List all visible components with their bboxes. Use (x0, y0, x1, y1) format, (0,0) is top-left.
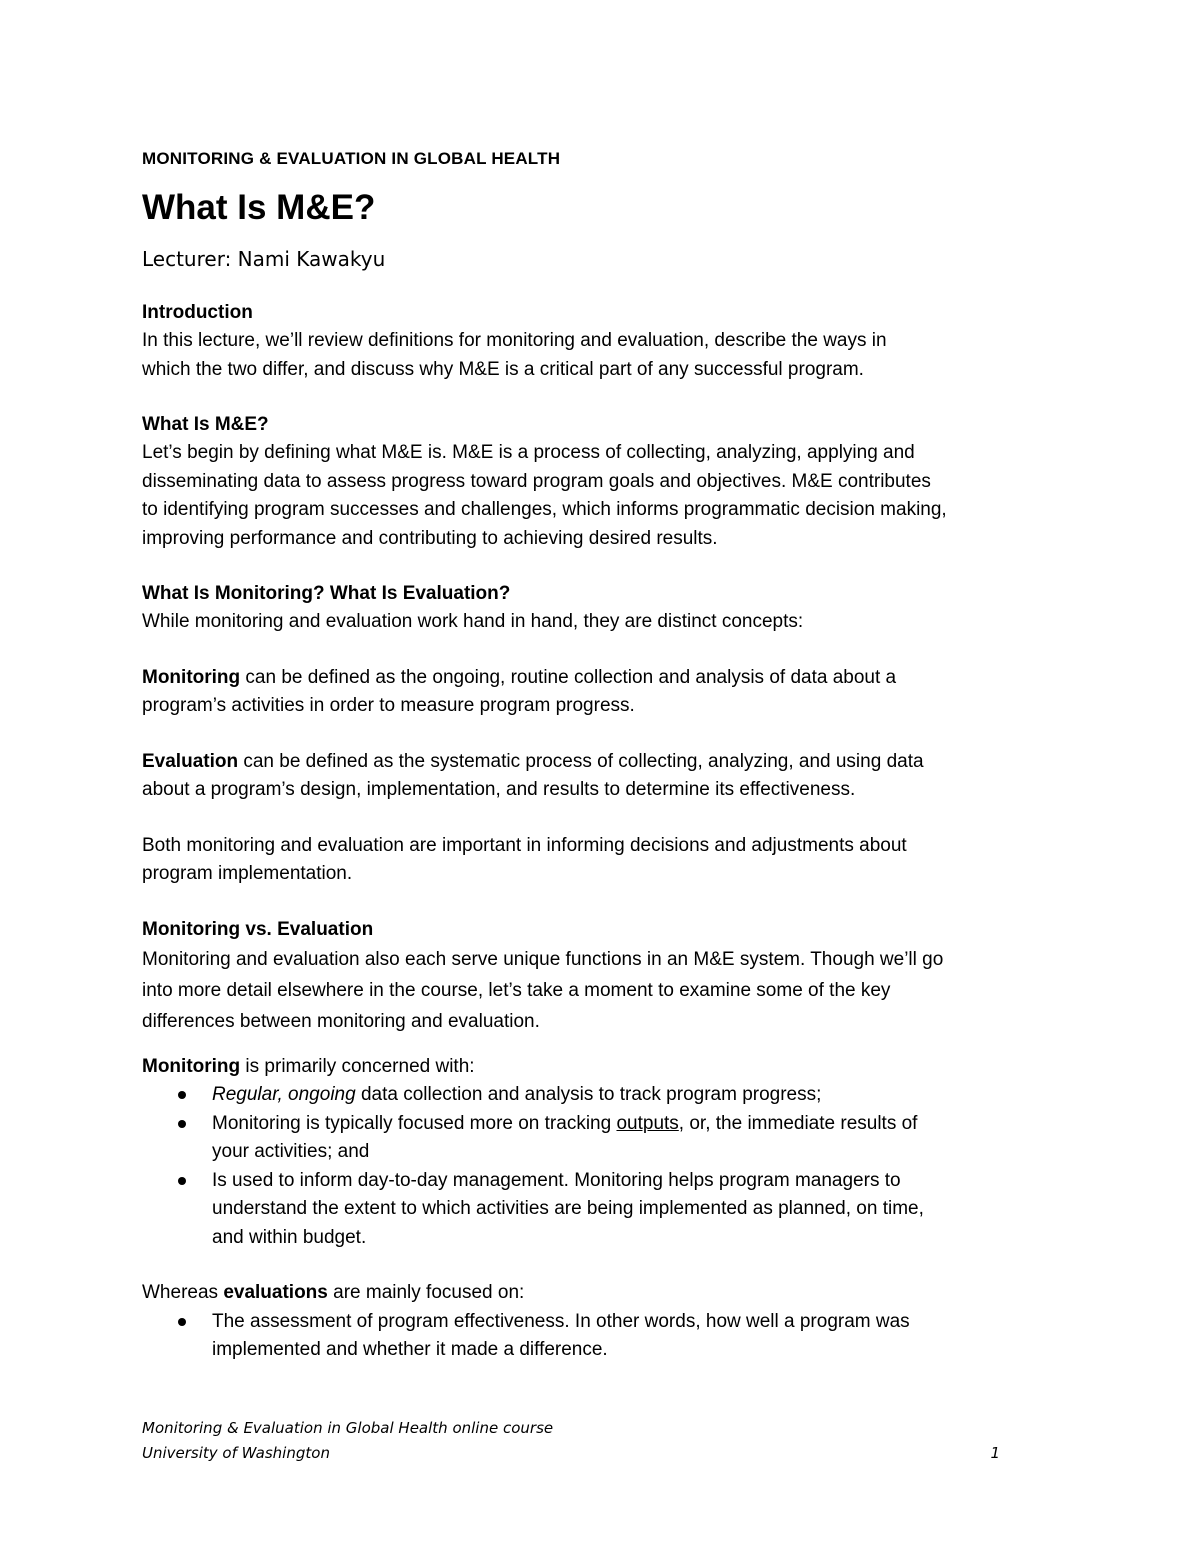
what-is-me-line: Let’s begin by defining what M&E is. M&E is a process of collecting, analyzing, applying and (142, 442, 915, 463)
intro-line: In this lecture, we’ll review definitions for monitoring and evaluation, describe the ways in (142, 330, 887, 351)
bullet-icon (178, 1120, 186, 1128)
bullet-icon (178, 1177, 186, 1185)
vs-line: into more detail elsewhere in the course, let’s take a moment to examine some of the key (142, 979, 891, 1001)
what-is-me-line: improving performance and contributing to achieving desired results. (142, 527, 718, 549)
evaluation-term: Evaluation (142, 750, 239, 772)
evaluation-definition-line: about a program’s design, implementation, and results to determine its effectiveness. (142, 779, 856, 800)
intro-heading: Introduction (142, 302, 253, 323)
evaluation-bullet-list (142, 1308, 1062, 1365)
outputs-term: outputs (616, 1112, 679, 1134)
course-label: MONITORING & EVALUATION IN GLOBAL HEALTH (142, 149, 561, 168)
footer-course: Monitoring & Evaluation in Global Health online course (142, 1419, 554, 1437)
evaluation-focus-intro: Whereas evaluations are mainly focused on: (142, 1282, 525, 1303)
monitoring-term: Monitoring (142, 666, 241, 688)
intro-line: which the two differ, and discuss why M&E is a critical part of any successful program. (142, 358, 864, 380)
vs-heading: Monitoring vs. Evaluation (142, 918, 374, 940)
bullet-icon (178, 1091, 186, 1099)
what-is-me-line: to identifying program successes and challenges, which informs programmatic decision making, (142, 499, 947, 520)
evaluations-term: evaluations (223, 1282, 328, 1303)
monitoring-term: Monitoring (142, 1055, 241, 1077)
footer-university: University of Washington (142, 1444, 330, 1462)
vs-line: Monitoring and evaluation also each serve unique functions in an M&E system. Though we’ll go (142, 948, 944, 970)
monitoring-definition-line: program’s activities in order to measure program progress. (142, 695, 635, 716)
distinct-heading: What Is Monitoring? What Is Evaluation? (142, 583, 511, 604)
monitoring-bullet-list (142, 1081, 1062, 1252)
page-footer (142, 1416, 1000, 1466)
list-item: Regular, ongoing data collection and analysis to track program progress; (142, 1081, 1062, 1110)
list-item: Is used to inform day-to-day management. Monitoring helps program managers to understand the extent to which activities are being implemented as planned, on time, and within budget. (142, 1167, 1062, 1253)
both-line: program implementation. (142, 863, 353, 884)
document-body (142, 148, 1062, 1365)
evaluation-definition: Evaluation can be defined as the systematic process of collecting, analyzing, and using data (142, 750, 924, 772)
monitoring-concerns-intro: Monitoring is primarily concerned with: (142, 1055, 475, 1077)
page-title: What Is M&E? (142, 188, 376, 227)
list-item: The assessment of program effectiveness. In other words, how well a program was implemented and whether it made a difference. (142, 1308, 1062, 1365)
page-number: 1 (990, 1444, 1000, 1462)
what-is-me-heading: What Is M&E? (142, 414, 269, 435)
both-line: Both monitoring and evaluation are important in informing decisions and adjustments about (142, 834, 907, 856)
vs-line: differences between monitoring and evaluation. (142, 1010, 540, 1032)
list-item: Monitoring is typically focused more on tracking outputs, or, the immediate results of your activities; and (142, 1110, 1062, 1167)
what-is-me-line: disseminating data to assess progress toward program goals and objectives. M&E contributes (142, 470, 931, 492)
bullet-icon (178, 1318, 186, 1326)
monitoring-definition: Monitoring can be defined as the ongoing, routine collection and analysis of data about a (142, 666, 897, 688)
lecturer-line: Lecturer: Nami Kawakyu (142, 247, 386, 271)
distinct-line: While monitoring and evaluation work hand in hand, they are distinct concepts: (142, 611, 804, 632)
